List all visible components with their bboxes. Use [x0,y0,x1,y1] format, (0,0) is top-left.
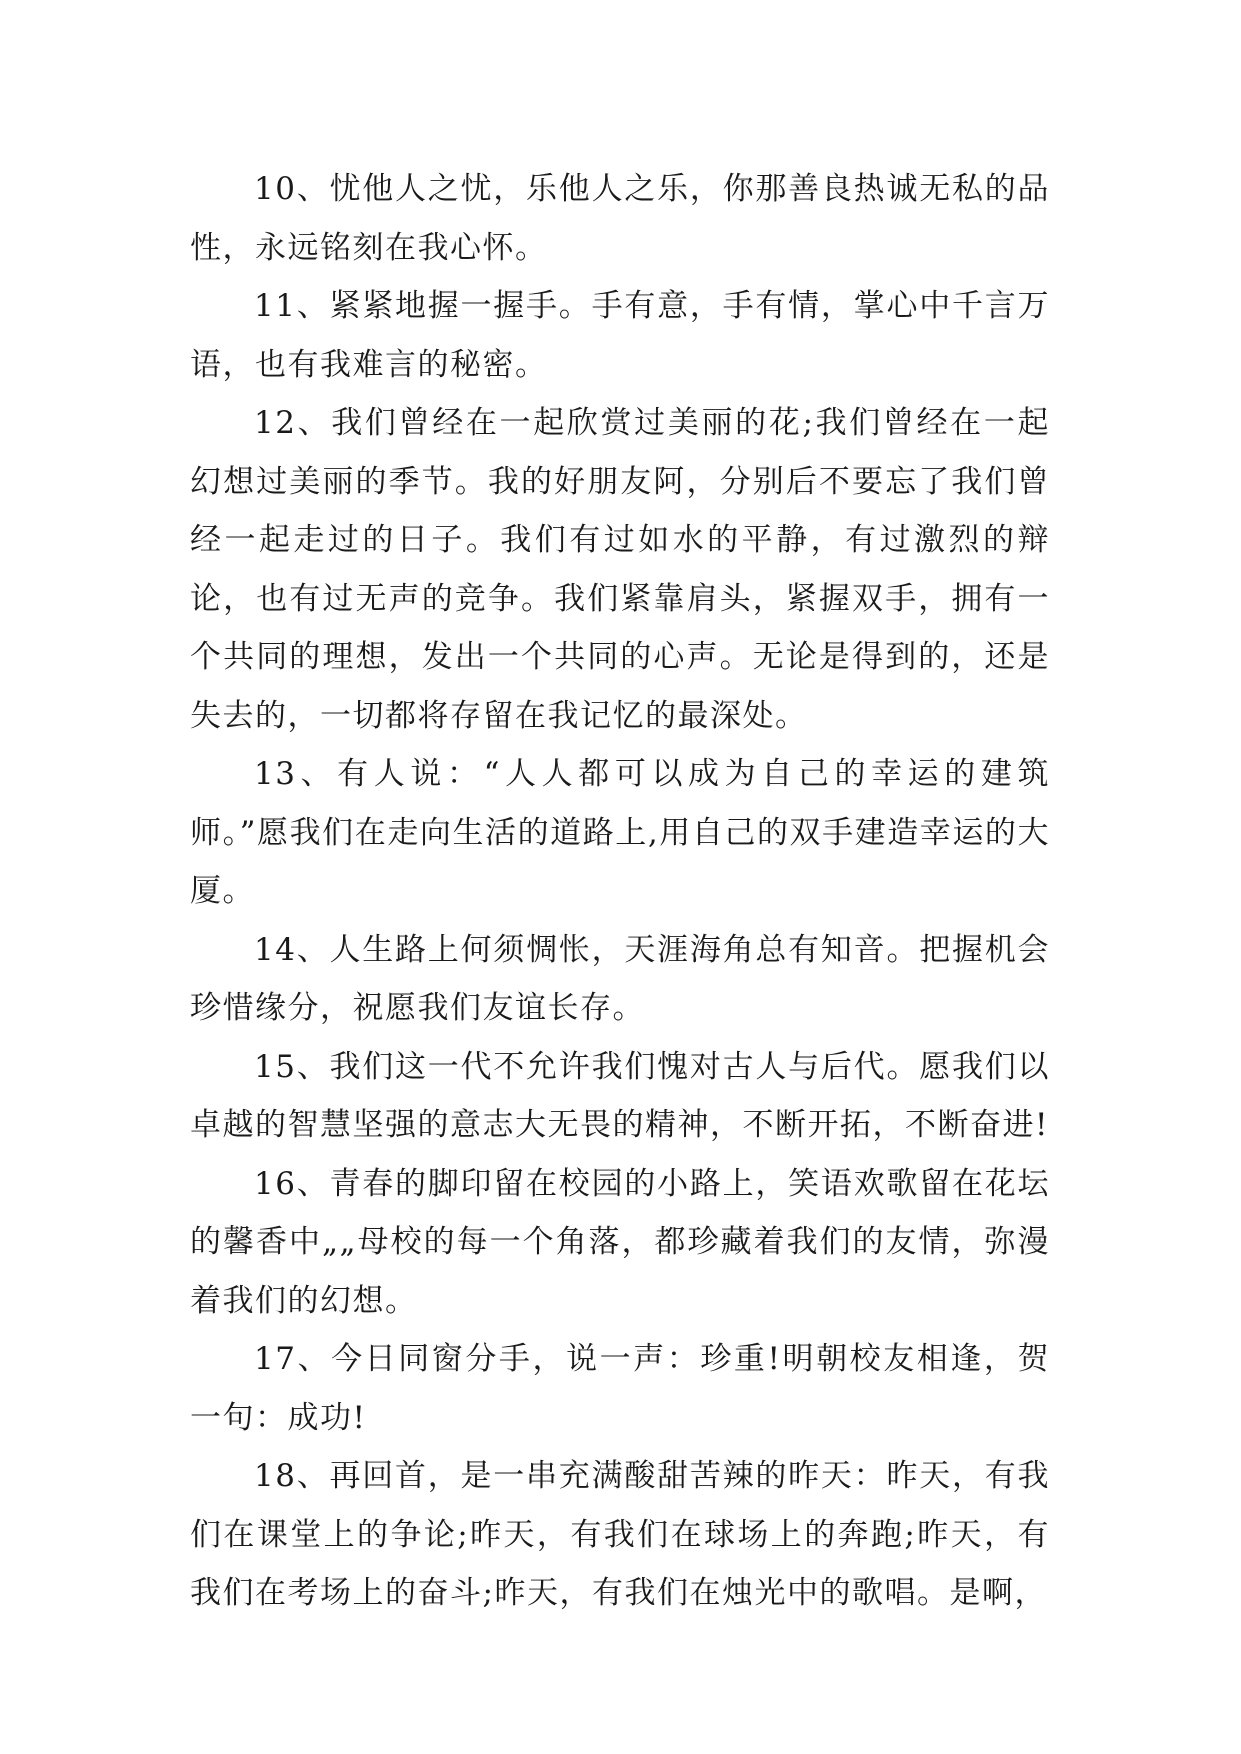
paragraph-18: 18、再回首，是一串充满酸甜苦辣的昨天：昨天，有我们在课堂上的争论;昨天，有我们在球场上的奔跑;昨天，有我们在考场上的奋斗;昨天，有我们在烛光中的歌唱。是啊， [190,1458,1050,1611]
paragraph-13: 13、有人说：“人人都可以成为自己的幸运的建筑师。”愿我们在走向生活的道路上,用自己的双手建造幸运的大厦。 [190,756,1050,909]
paragraph-12: 12、我们曾经在一起欣赏过美丽的花;我们曾经在一起幻想过美丽的季节。我的好朋友阿，分别后不要忘了我们曾经一起走过的日子。我们有过如水的平静，有过激烈的辩论，也有过无声的竞争。我们紧靠肩头，紧握双手，拥有一个共同的理想，发出一个共同的心声。无论是得到的，还是失去的，一切都将存留在我记忆的最深处。 [190,405,1050,734]
paragraph-15: 15、我们这一代不允许我们愧对古人与后代。愿我们以卓越的智慧坚强的意志大无畏的精神，不断开拓，不断奋进! [190,1048,1050,1143]
paragraph-16: 16、青春的脚印留在校园的小路上，笑语欢歌留在花坛的馨香中„„母校的每一个角落，都珍藏着我们的友情，弥漫着我们的幻想。 [190,1165,1050,1319]
paragraph-11: 11、紧紧地握一握手。手有意，手有情，掌心中千言万语，也有我难言的秘密。 [190,288,1050,383]
paragraph-17: 17、今日同窗分手，说一声：珍重!明朝校友相逢，贺一句：成功! [190,1341,1050,1436]
paragraph-10: 10、忧他人之忧，乐他人之乐，你那善良热诚无私的品性，永远铭刻在我心怀。 [190,171,1050,266]
paragraph-14: 14、人生路上何须惆怅，天涯海角总有知音。把握机会珍惜缘分，祝愿我们友谊长存。 [190,931,1050,1026]
document-body [190,160,1050,1623]
